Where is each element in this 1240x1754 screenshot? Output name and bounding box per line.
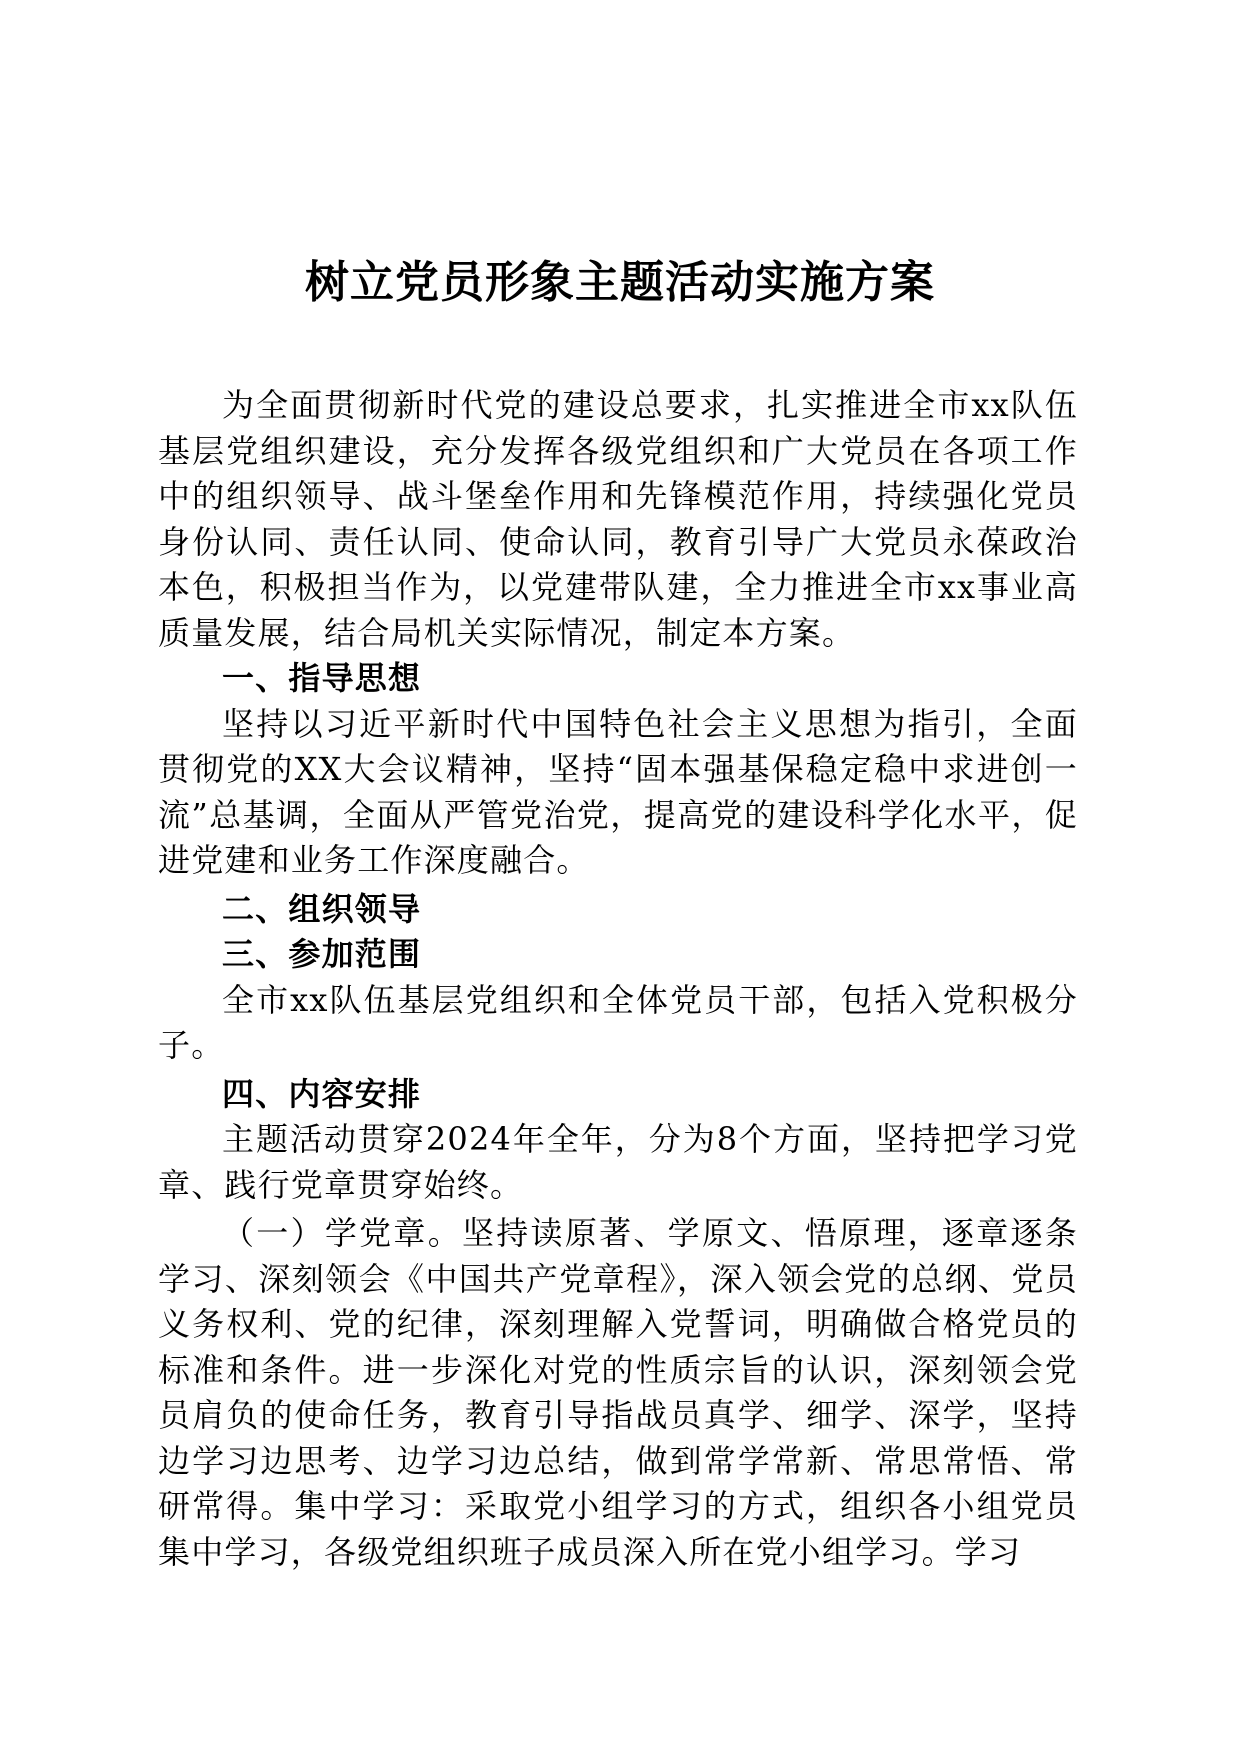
document-body (158, 383, 1078, 1575)
section-heading-content-arrangement: 四、内容安排 (222, 1074, 422, 1113)
section-heading-guiding-ideology: 一、指导思想 (222, 659, 422, 697)
section-text-guiding-ideology: 坚持以习近平新时代中国特色社会主义思想为指引，全面贯彻党的XX大会议精神，坚持“固本强基保稳定稳中求进创一流”总基调，全面从严管党治党，提高党的建设科学化水平，促进党建和业务工作深度融合。 (158, 704, 1078, 879)
intro-paragraph: 为全面贯彻新时代党的建设总要求，扎实推进全市xx队伍基层党组织建设，充分发挥各级党组织和广大党员在各项工作中的组织领导、战斗堡垒作用和先锋模范作用，持续强化党员身份认同、责任认同、使命认同，教育引导广大党员永葆政治本色，积极担当作为，以党建带队建，全力推进全市xx事业高质量发展，结合局机关实际情况，制定本方案。 (158, 386, 1078, 652)
document-title: 树立党员形象主题活动实施方案 (305, 257, 935, 308)
section-text-content-arrangement: 主题活动贯穿2024年全年，分为8个方面，坚持把学习党章、践行党章贯穿始终。 (158, 1120, 1078, 1204)
subsection-study-party-constitution: （一）学党章。坚持读原著、学原文、悟原理，逐章逐条学习、深刻领会《中国共产党章程》，深入领会党的总纲、党员义务权利、党的纪律，深刻理解入党誓词，明确做合格党员的标准和条件。进一步深化对党的性质宗旨的认识，深刻领会党员肩负的使命任务，教育引导指战员真学、细学、深学，坚持边学习边思考、边学习边总结，做到常学常新、常思常悟、常研常得。集中学习：采取党小组学习的方式，组织各小组党员集中学习，各级党组织班子成员深入所在党小组学习。学习 (158, 1214, 1078, 1571)
section-text-participation-scope: 全市xx队伍基层党组织和全体党员干部，包括入党积极分子。 (158, 980, 1078, 1064)
section-heading-organization-leadership: 二、组织领导 (222, 889, 422, 928)
section-heading-participation-scope: 三、参加范围 (222, 935, 422, 973)
